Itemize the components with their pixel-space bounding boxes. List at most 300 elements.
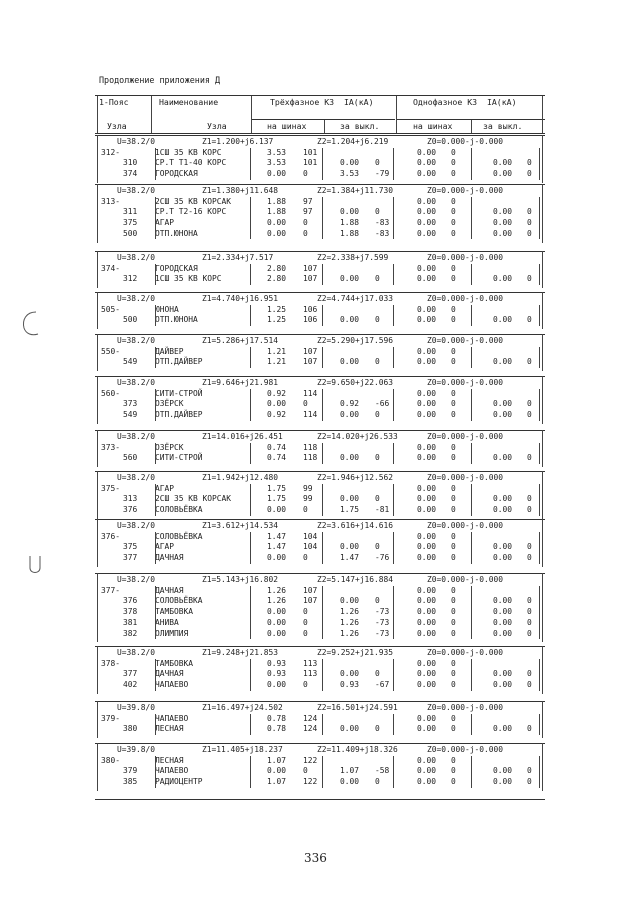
table-row <box>95 148 545 159</box>
cell-oa: 0 <box>451 680 456 690</box>
cell-v1: 1.47 <box>267 542 287 552</box>
cell-v1: 0.00 <box>267 399 287 409</box>
punch-hole-mark <box>18 308 42 338</box>
cell-name: ДАЙВЕР <box>155 346 184 356</box>
table-block <box>95 336 545 371</box>
table-row <box>95 315 545 326</box>
cell-a1: 104 <box>303 542 318 552</box>
cell-a1: 113 <box>303 658 318 668</box>
cell-name: ДАЧНАЯ <box>155 669 184 679</box>
block-rule <box>95 376 545 377</box>
block-right-bar <box>542 471 543 519</box>
cell-name: АНИВА <box>155 617 179 627</box>
cell-v1: 1.88 <box>267 196 287 206</box>
cell-o2: 0.00 <box>493 218 513 228</box>
cell-a1: 118 <box>303 442 318 452</box>
cell-name: ТАМБОВКА <box>155 658 194 668</box>
column-bar <box>393 197 394 240</box>
cell-node: 312 <box>123 274 138 284</box>
cell-name: АГАР <box>155 218 175 228</box>
cell-v1: 0.00 <box>267 228 287 238</box>
cell-v1: 0.00 <box>267 617 287 627</box>
cell-v1: 1.75 <box>267 483 287 493</box>
cell-v2: 0.00 <box>340 596 360 606</box>
table-row <box>95 553 545 564</box>
cell-o2: 0.00 <box>493 607 513 617</box>
table-row <box>95 305 545 316</box>
table-bottom-rule <box>95 799 545 800</box>
table-row <box>95 264 545 275</box>
table-row <box>95 629 545 640</box>
block-voltage: U=38.2/0 <box>117 575 156 584</box>
table-row <box>95 158 545 169</box>
cell-oa: 0 <box>451 263 456 273</box>
cell-ob: 0 <box>527 724 532 734</box>
cell-node: 375- <box>101 483 121 493</box>
column-bar <box>393 714 394 735</box>
block-z2: Z2=1.946+j12.562 <box>317 473 394 482</box>
column-bar <box>155 714 156 735</box>
cell-ob: 0 <box>527 357 532 367</box>
cell-v1: 0.00 <box>267 766 287 776</box>
cell-node: 375 <box>123 542 138 552</box>
cell-o2: 0.00 <box>493 724 513 734</box>
block-z1: Z1=3.612+j14.534 <box>202 521 279 530</box>
cell-o2: 0.00 <box>493 542 513 552</box>
table-block <box>95 648 545 694</box>
cell-node: 373 <box>123 399 138 409</box>
cell-oa: 0 <box>451 399 456 409</box>
header-vbar <box>251 96 252 133</box>
header-bottom-rule <box>95 133 545 134</box>
column-bar <box>539 714 540 735</box>
column-bar <box>539 586 540 640</box>
header-col1-line1: 1-Пояс <box>99 97 129 107</box>
cell-a1: 107 <box>303 274 318 284</box>
column-bar <box>322 148 323 180</box>
block-left-bar <box>97 646 98 694</box>
block-rule <box>95 292 545 293</box>
cell-oa: 0 <box>451 585 456 595</box>
cell-o2: 0.00 <box>493 596 513 606</box>
cell-a2: -79 <box>375 169 390 179</box>
cell-oa: 0 <box>451 453 456 463</box>
cell-oa: 0 <box>451 553 456 563</box>
cell-name: ОТП.ЮНОНА <box>155 228 198 238</box>
cell-o1: 0.00 <box>417 585 437 595</box>
header-col2-line1: Наименование <box>159 97 219 107</box>
cell-o1: 0.00 <box>417 777 437 787</box>
column-bar <box>393 389 394 421</box>
table-row <box>95 532 545 543</box>
block-rule <box>95 135 545 136</box>
block-header-line <box>95 745 545 756</box>
cell-node: 380- <box>101 755 121 765</box>
cell-node: 500 <box>123 228 138 238</box>
block-z2: Z2=9.252+j21.935 <box>317 648 394 657</box>
table-row <box>95 505 545 516</box>
cell-v2: 0.00 <box>340 410 360 420</box>
cell-name: ЛЕСНАЯ <box>155 724 184 734</box>
column-bar <box>539 389 540 421</box>
cell-oa: 0 <box>451 483 456 493</box>
column-bar <box>471 484 472 516</box>
block-z0: Z0=0.000-j-0.000 <box>427 186 504 195</box>
header-vbar <box>324 120 325 133</box>
cell-a1: 0 <box>303 169 308 179</box>
cell-name: ОЗЁРСК <box>155 442 184 452</box>
cell-a1: 107 <box>303 596 318 606</box>
cell-oa: 0 <box>451 196 456 206</box>
cell-o1: 0.00 <box>417 755 437 765</box>
cell-node: 311 <box>123 207 138 217</box>
cell-v1: 2.80 <box>267 274 287 284</box>
cell-o1: 0.00 <box>417 531 437 541</box>
column-bar <box>250 389 251 421</box>
block-header-line <box>95 253 545 264</box>
cell-node: 310 <box>123 158 138 168</box>
page-title: Продолжение приложения Д <box>99 75 221 85</box>
cell-oa: 0 <box>451 147 456 157</box>
cell-a2: 0 <box>375 357 380 367</box>
cell-o1: 0.00 <box>417 263 437 273</box>
block-z2: Z2=1.384+j11.730 <box>317 186 394 195</box>
column-bar <box>155 389 156 421</box>
block-z1: Z1=14.016+j26.451 <box>202 432 283 441</box>
block-right-bar <box>542 376 543 424</box>
column-bar <box>250 756 251 788</box>
cell-node: 380 <box>123 724 138 734</box>
cell-a1: 113 <box>303 669 318 679</box>
block-z0: Z0=0.000-j-0.000 <box>427 378 504 387</box>
block-right-bar <box>542 334 543 371</box>
cell-o2: 0.00 <box>493 505 513 515</box>
table-row <box>95 399 545 410</box>
cell-a2: -73 <box>375 617 390 627</box>
column-bar <box>322 443 323 464</box>
block-rule <box>95 743 545 744</box>
cell-oa: 0 <box>451 607 456 617</box>
cell-v2: 0.00 <box>340 158 360 168</box>
table-block <box>95 186 545 243</box>
column-bar <box>393 484 394 516</box>
block-z1: Z1=9.646+j21.981 <box>202 378 279 387</box>
block-left-bar <box>97 519 98 567</box>
block-voltage: U=38.2/0 <box>117 253 156 262</box>
table-row <box>95 766 545 777</box>
block-left-bar <box>97 184 98 243</box>
column-bar <box>539 264 540 285</box>
cell-v1: 1.07 <box>267 777 287 787</box>
cell-node: 385 <box>123 777 138 787</box>
column-bar <box>155 586 156 640</box>
cell-a1: 97 <box>303 207 313 217</box>
block-voltage: U=38.2/0 <box>117 432 156 441</box>
cell-o2: 0.00 <box>493 357 513 367</box>
column-bar <box>393 756 394 788</box>
cell-name: 1СШ 35 КВ КОРС <box>155 274 222 284</box>
block-z2: Z2=1.204+j6.219 <box>317 137 389 146</box>
block-header-line <box>95 575 545 586</box>
table-block <box>95 473 545 519</box>
table-row <box>95 218 545 229</box>
block-rule <box>95 471 545 472</box>
table-row <box>95 453 545 464</box>
block-right-bar <box>542 251 543 288</box>
table-row <box>95 596 545 607</box>
column-bar <box>155 532 156 564</box>
cell-oa: 0 <box>451 658 456 668</box>
block-z0: Z0=0.000-j-0.000 <box>427 648 504 657</box>
cell-o1: 0.00 <box>417 228 437 238</box>
cell-v1: 1.75 <box>267 494 287 504</box>
cell-node: 500 <box>123 315 138 325</box>
cell-a1: 107 <box>303 346 318 356</box>
block-left-bar <box>97 430 98 467</box>
cell-name: СИТИ-СТРОЙ <box>155 388 203 398</box>
cell-ob: 0 <box>527 274 532 284</box>
column-bar <box>539 532 540 564</box>
cell-a2: 0 <box>375 494 380 504</box>
column-bar <box>322 714 323 735</box>
cell-o2: 0.00 <box>493 410 513 420</box>
cell-node: 376 <box>123 505 138 515</box>
cell-o2: 0.00 <box>493 274 513 284</box>
column-bar <box>471 443 472 464</box>
cell-v1: 0.92 <box>267 388 287 398</box>
cell-a1: 0 <box>303 218 308 228</box>
column-bar <box>155 484 156 516</box>
cell-oa: 0 <box>451 218 456 228</box>
cell-a2: 0 <box>375 207 380 217</box>
cell-name: ЧАПАЕВО <box>155 713 189 723</box>
cell-a2: -81 <box>375 505 390 515</box>
cell-oa: 0 <box>451 628 456 638</box>
cell-o1: 0.00 <box>417 304 437 314</box>
cell-o1: 0.00 <box>417 315 437 325</box>
cell-ob: 0 <box>527 399 532 409</box>
column-bar <box>393 659 394 691</box>
column-bar <box>471 148 472 180</box>
cell-v2: 0.00 <box>340 274 360 284</box>
block-header-line <box>95 473 545 484</box>
header-vbar <box>151 96 152 133</box>
table-block <box>95 703 545 738</box>
cell-v2: 0.00 <box>340 724 360 734</box>
cell-name: СР.Т Т1-40 КОРС <box>155 158 227 168</box>
cell-v1: 0.74 <box>267 442 287 452</box>
block-z1: Z1=9.248+j21.853 <box>202 648 279 657</box>
cell-v2: 0.00 <box>340 315 360 325</box>
cell-name: ДАЧНАЯ <box>155 585 184 595</box>
column-bar <box>393 347 394 368</box>
column-bar <box>539 659 540 691</box>
cell-name: ГОРОДСКАЯ <box>155 169 198 179</box>
column-bar <box>155 197 156 240</box>
table-row <box>95 714 545 725</box>
table-row <box>95 659 545 670</box>
cell-name: ОТП.ДАЙВЕР <box>155 357 203 367</box>
cell-v1: 1.07 <box>267 755 287 765</box>
header-col3-line1: Трёхфазное КЗ IA(кА) <box>270 97 374 107</box>
column-bar <box>471 347 472 368</box>
cell-v1: 0.00 <box>267 680 287 690</box>
header-col4-sub2: за выкл. <box>483 121 523 131</box>
cell-a2: -76 <box>375 553 390 563</box>
header-vbar <box>542 96 543 133</box>
cell-a1: 101 <box>303 158 318 168</box>
column-bar <box>250 586 251 640</box>
cell-v2: 3.53 <box>340 169 360 179</box>
cell-node: 377 <box>123 669 138 679</box>
cell-v1: 0.74 <box>267 453 287 463</box>
cell-v1: 1.26 <box>267 585 287 595</box>
cell-a1: 114 <box>303 410 318 420</box>
header-vbar <box>97 96 98 133</box>
block-z1: Z1=1.380+j11.648 <box>202 186 279 195</box>
block-right-bar <box>542 743 543 791</box>
column-bar <box>539 197 540 240</box>
cell-a1: 124 <box>303 713 318 723</box>
cell-a2: -73 <box>375 628 390 638</box>
cell-name: ОЗЁРСК <box>155 399 184 409</box>
cell-oa: 0 <box>451 357 456 367</box>
cell-o2: 0.00 <box>493 628 513 638</box>
cell-v1: 0.93 <box>267 669 287 679</box>
cell-ob: 0 <box>527 315 532 325</box>
table-row <box>95 756 545 767</box>
cell-name: 2СШ 35 КВ КОРСАК <box>155 494 232 504</box>
cell-ob: 0 <box>527 777 532 787</box>
cell-node: 402 <box>123 680 138 690</box>
cell-o1: 0.00 <box>417 669 437 679</box>
table-row <box>95 207 545 218</box>
column-bar <box>471 389 472 421</box>
cell-v1: 0.78 <box>267 713 287 723</box>
cell-v1: 1.21 <box>267 357 287 367</box>
cell-node: 378- <box>101 658 121 668</box>
cell-node: 505- <box>101 304 121 314</box>
block-z2: Z2=3.616+j14.616 <box>317 521 394 530</box>
block-z2: Z2=2.338+j7.599 <box>317 253 389 262</box>
column-bar <box>322 197 323 240</box>
column-bar <box>322 389 323 421</box>
block-rule <box>95 184 545 185</box>
column-bar <box>539 756 540 788</box>
column-bar <box>471 532 472 564</box>
cell-oa: 0 <box>451 766 456 776</box>
cell-node: 376- <box>101 531 121 541</box>
cell-o1: 0.00 <box>417 724 437 734</box>
cell-a1: 106 <box>303 304 318 314</box>
table-row <box>95 777 545 788</box>
cell-name: СОЛОВЬЁВКА <box>155 505 203 515</box>
block-left-bar <box>97 701 98 738</box>
cell-o2: 0.00 <box>493 669 513 679</box>
cell-a2: 0 <box>375 453 380 463</box>
cell-o2: 0.00 <box>493 553 513 563</box>
cell-o2: 0.00 <box>493 494 513 504</box>
cell-o1: 0.00 <box>417 680 437 690</box>
cell-o2: 0.00 <box>493 228 513 238</box>
cell-oa: 0 <box>451 494 456 504</box>
column-bar <box>471 756 472 788</box>
cell-o1: 0.00 <box>417 596 437 606</box>
cell-ob: 0 <box>527 169 532 179</box>
cell-a1: 0 <box>303 628 308 638</box>
header-col3-sub1: на шинах <box>267 121 307 131</box>
block-z1: Z1=5.143+j16.802 <box>202 575 279 584</box>
block-rule <box>95 430 545 431</box>
cell-oa: 0 <box>451 410 456 420</box>
table-block <box>95 521 545 567</box>
cell-oa: 0 <box>451 669 456 679</box>
table-row <box>95 357 545 368</box>
column-bar <box>539 305 540 326</box>
cell-a2: -66 <box>375 399 390 409</box>
cell-v1: 0.00 <box>267 607 287 617</box>
table-block <box>95 253 545 288</box>
block-z1: Z1=1.200+j6.137 <box>202 137 274 146</box>
cell-v2: 0.00 <box>340 777 360 787</box>
cell-a2: -58 <box>375 766 390 776</box>
cell-oa: 0 <box>451 346 456 356</box>
block-z1: Z1=11.405+j18.237 <box>202 745 283 754</box>
table-row <box>95 494 545 505</box>
cell-oa: 0 <box>451 207 456 217</box>
cell-o1: 0.00 <box>417 196 437 206</box>
column-bar <box>250 264 251 285</box>
block-left-bar <box>97 573 98 642</box>
cell-a2: 0 <box>375 669 380 679</box>
cell-a2: 0 <box>375 724 380 734</box>
cell-o2: 0.00 <box>493 453 513 463</box>
cell-ob: 0 <box>527 766 532 776</box>
cell-a2: 0 <box>375 596 380 606</box>
cell-v1: 1.21 <box>267 346 287 356</box>
cell-v1: 0.00 <box>267 169 287 179</box>
cell-node: 379 <box>123 766 138 776</box>
block-rule <box>95 519 545 520</box>
column-bar <box>250 484 251 516</box>
cell-oa: 0 <box>451 442 456 452</box>
block-rule <box>95 334 545 335</box>
cell-o2: 0.00 <box>493 680 513 690</box>
cell-node: 312- <box>101 147 121 157</box>
cell-a1: 107 <box>303 357 318 367</box>
cell-node: 379- <box>101 713 121 723</box>
punch-hole-mark <box>28 554 44 578</box>
cell-o1: 0.00 <box>417 388 437 398</box>
cell-oa: 0 <box>451 304 456 314</box>
column-bar <box>155 305 156 326</box>
cell-name: СР.Т Т2-16 КОРС <box>155 207 227 217</box>
block-z2: Z2=4.744+j17.033 <box>317 294 394 303</box>
column-bar <box>250 197 251 240</box>
cell-a1: 124 <box>303 724 318 734</box>
cell-a1: 107 <box>303 263 318 273</box>
table-block <box>95 294 545 329</box>
block-right-bar <box>542 292 543 329</box>
cell-a1: 0 <box>303 607 308 617</box>
column-bar <box>155 756 156 788</box>
cell-v2: 0.00 <box>340 494 360 504</box>
cell-o1: 0.00 <box>417 357 437 367</box>
cell-a1: 0 <box>303 553 308 563</box>
cell-node: 374 <box>123 169 138 179</box>
cell-o1: 0.00 <box>417 442 437 452</box>
table-row <box>95 669 545 680</box>
